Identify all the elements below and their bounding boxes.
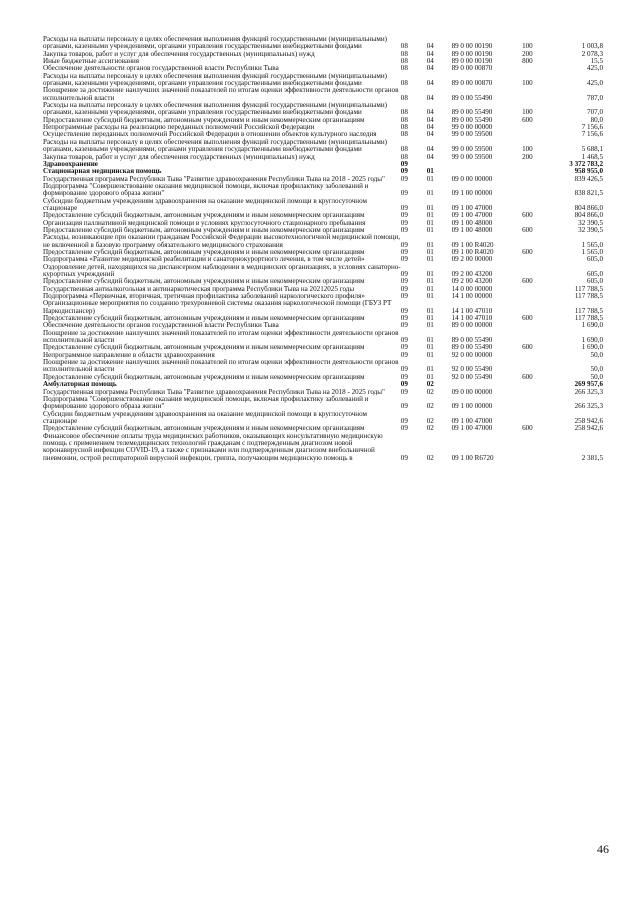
row-section-code: 09	[400, 292, 408, 301]
row-subsection-code: 04	[426, 130, 434, 139]
row-subsection-code: 02	[426, 402, 434, 411]
row-amount: 50,0	[590, 372, 603, 381]
row-target-article: 09 1 00 R4020	[451, 247, 494, 256]
row-amount: 117 788,5	[574, 292, 603, 301]
row-section-code: 08	[400, 115, 408, 124]
row-subsection-code: 01	[426, 365, 434, 374]
row-amount: 7 156,6	[581, 130, 603, 139]
row-amount: 15,5	[590, 57, 603, 66]
row-expense-type	[522, 359, 549, 374]
row-subsection-code: 01	[426, 336, 434, 345]
row-section-code: 09	[400, 203, 408, 212]
row-subsection-code: 01	[426, 189, 434, 198]
row-target-article: 09 0 00 00000	[451, 387, 493, 396]
row-amount: 425,0	[587, 79, 603, 88]
table-row	[43, 139, 603, 154]
row-subsection-code: 01	[426, 350, 434, 359]
row-expense-type: 600	[522, 115, 533, 124]
row-expense-type	[522, 161, 549, 168]
row-subsection-code: 01	[426, 225, 434, 234]
row-name: Предоставление субсидий бюджетным, автономным учреждениям и иным некоммерческим организациям	[43, 314, 365, 323]
row-target-article: 89 0 00 00190	[451, 42, 493, 51]
row-target-article: 14 1 00 47010	[451, 306, 493, 315]
row-section-code: 08	[400, 57, 408, 66]
row-section-code: 09	[400, 211, 408, 220]
row-target-article: 09 2 00 00000	[451, 255, 493, 264]
row-subsection-code: 01	[426, 255, 434, 264]
row-expense-type	[522, 183, 549, 198]
row-section-code: 08	[400, 64, 408, 73]
row-subsection-code: 02	[426, 416, 434, 425]
row-subsection-code: 01	[426, 284, 434, 293]
row-expense-type: 600	[522, 225, 533, 234]
row-target-article: 09 1 00 00000	[451, 402, 493, 411]
row-section-code: 08	[400, 93, 408, 102]
row-section-code: 09	[400, 284, 408, 293]
row-target-article: 89 0 00 00190	[451, 49, 493, 58]
row-target-article	[452, 161, 523, 168]
table-row	[43, 433, 603, 462]
row-subsection-code: 04	[426, 49, 434, 58]
row-expense-type	[522, 264, 549, 279]
row-subsection-code: 01	[426, 277, 434, 286]
row-name: Расходы на выплаты персоналу в целях обеспечения выполнения функций государственными (муниципальными) органами, казенными учреждениями, органами управления государственными внебюджетными фондами	[43, 137, 388, 154]
row-section-code: 09	[400, 365, 408, 374]
row-subsection-code: 04	[426, 145, 434, 154]
row-target-article: 92 0 00 55490	[451, 365, 493, 374]
row-amount: 958 955,0	[574, 167, 603, 176]
row-section-code: 08	[400, 123, 408, 132]
row-amount: 258 942,6	[574, 416, 603, 425]
row-name: Поощрение за достижение наилучших значений показателей по итогам оценки эффективности деятельности органов исполнительной власти	[43, 328, 399, 345]
row-expense-type	[522, 411, 549, 426]
row-amount: 50,0	[590, 365, 603, 374]
row-section-code: 09	[400, 402, 408, 411]
row-section-code: 09	[400, 159, 408, 168]
row-section-code: 09	[400, 380, 408, 389]
row-amount: 1 690,0	[581, 343, 603, 352]
row-expense-type: 200	[522, 152, 533, 161]
table-row	[43, 87, 603, 102]
row-target-article: 89 0 00 00870	[451, 64, 493, 73]
row-amount: 605,0	[587, 270, 603, 278]
budget-table-body	[43, 36, 603, 462]
row-section-code: 09	[400, 321, 408, 330]
row-target-article: 89 0 00 55490	[451, 343, 493, 352]
row-name: Предоставление субсидий бюджетным, автономным учреждениям и иным некоммерческим организациям	[43, 277, 365, 286]
row-target-article: 14 0 00 00000	[451, 284, 493, 293]
row-name: Субсидии бюджетным учреждениям здравоохранения на оказание медицинской помощи в круглосуточном стационаре	[43, 409, 367, 425]
row-expense-type: 100	[522, 42, 533, 51]
row-section-code: 09	[400, 240, 408, 249]
row-amount: 804 866,0	[574, 203, 603, 212]
row-name: Поощрение за достижение наилучших значений показателей по итогам оценки эффективности деятельности органов исполнительной власти	[43, 358, 399, 374]
row-subsection-code: 01	[426, 372, 434, 381]
row-amount: 80,0	[590, 115, 603, 124]
row-amount: 1 565,0	[581, 240, 603, 249]
table-row	[43, 300, 603, 315]
row-amount: 32 390,5	[578, 225, 603, 234]
row-expense-type: 600	[522, 424, 533, 433]
row-expense-type	[522, 389, 549, 396]
row-amount: 269 957,6	[574, 380, 603, 389]
row-amount: 1 690,0	[581, 321, 603, 330]
row-amount: 707,0	[587, 108, 603, 117]
row-name: Расходы, возникающие при оказании гражданам Российской Федерации высокотехнологичной медицинской помощи, не включенной в базовую программу обязательного медицинского страхования	[43, 233, 400, 249]
row-expense-type	[522, 256, 549, 263]
row-name: Предоставление субсидий бюджетным, автономным учреждениям и иным некоммерческим организациям	[43, 247, 365, 256]
row-name: Обеспечение деятельности органов государственной власти Республики Тыва	[43, 64, 279, 73]
row-expense-type: 800	[522, 57, 533, 66]
row-section-code: 09	[400, 336, 408, 345]
row-name: Осуществление переданных полномочий Российской Федерации в отношении объектов культурного наследия	[43, 130, 377, 139]
row-expense-type	[522, 330, 549, 345]
row-subsection-code: 01	[426, 306, 434, 315]
row-section-code: 09	[400, 255, 408, 264]
row-amount: 32 390,5	[578, 218, 603, 227]
table-row	[43, 102, 603, 117]
table-row	[43, 264, 603, 279]
row-target-article: 09 2 00 43200	[451, 270, 493, 278]
row-subsection-code: 01	[426, 247, 434, 256]
row-expense-type: 600	[522, 372, 533, 381]
row-subsection-code: 04	[426, 108, 434, 117]
row-section-code: 08	[400, 152, 408, 161]
row-section-code: 08	[400, 108, 408, 117]
row-name: Предоставление субсидий бюджетным, автономным учреждениям и иным некоммерческим организациям	[43, 424, 365, 433]
row-name: Предоставление субсидий бюджетным, автономным учреждениям и иным некоммерческим организациям	[43, 225, 365, 234]
row-expense-type: 600	[522, 247, 533, 256]
row-expense-type	[522, 322, 549, 329]
row-name: Субсидии бюджетным учреждениям здравоохранения на оказание медицинской помощи в круглосуточном стационаре	[43, 196, 367, 212]
row-subsection-code: 02	[426, 453, 434, 462]
row-name: Предоставление субсидий бюджетным, автономным учреждениям и иным некоммерческим организациям	[43, 115, 365, 124]
row-expense-type	[522, 131, 549, 138]
row-expense-type: 600	[522, 314, 533, 323]
row-expense-type	[522, 293, 549, 300]
row-target-article: 09 1 00 R6720	[451, 453, 494, 462]
row-name: Оздоровление детей, находящихся на диспансерном наблюдении в медицинских организациях, в условиях санаторно-курортных учреждений	[43, 262, 401, 278]
row-section-code: 08	[400, 79, 408, 88]
row-name: Подпрограмма "Совершенствование оказания медицинской помощи, включая профилактику заболеваний и формирование здорового образа жизни"	[43, 181, 369, 198]
row-expense-type	[522, 433, 549, 462]
row-name: Амбулаторная помощь	[43, 380, 117, 389]
row-subsection-code: 01	[426, 174, 434, 183]
row-amount: 838 821,5	[574, 189, 603, 198]
row-expense-type: 200	[522, 49, 533, 58]
row-name: Организационные мероприятия по созданию трехуровневой системы оказания наркологической помощи (ГБУЗ РТ Наркодиспансер)	[43, 299, 392, 315]
row-section-code: 09	[400, 277, 408, 286]
row-name: Государственная антиалкогольная и антинаркотическая программа Республики Тыва на 20212025 годы	[43, 284, 355, 293]
row-amount: 1 690,0	[581, 336, 603, 345]
row-amount: 117 788,5	[574, 284, 603, 293]
row-section-code: 08	[400, 49, 408, 58]
row-name: Подпрограмма «Развитие медицинской реабилитации и санаторнокурортного лечения, в том числе детей»	[43, 255, 365, 264]
row-target-article: 09 1 00 48000	[451, 218, 493, 227]
row-subsection-code: 01	[426, 270, 434, 278]
row-subsection-code: 02	[426, 387, 434, 396]
page-number: 46	[597, 842, 609, 856]
row-name: Предоставление субсидий бюджетным, автономным учреждениям и иным некоммерческим организациям	[43, 211, 365, 220]
row-name: Закупка товаров, работ и услуг для обеспечения государственных (муниципальных) нужд	[43, 49, 315, 58]
row-expense-type	[522, 87, 549, 102]
table-row	[43, 73, 603, 88]
table-row	[43, 183, 603, 198]
row-section-code: 09	[400, 167, 408, 176]
row-section-code: 09	[400, 218, 408, 227]
row-target-article: 09 1 00 R4020	[451, 240, 494, 249]
row-subsection-code: 02	[426, 380, 434, 389]
row-target-article: 09 1 00 00000	[451, 189, 493, 198]
row-expense-type	[522, 286, 549, 293]
row-target-article: 89 0 00 00000	[451, 321, 493, 330]
row-section-code: 09	[400, 350, 408, 359]
row-name: Стационарная медицинская помощь	[43, 167, 162, 176]
row-name: Обеспечение деятельности органов государственной власти Республики Тыва	[43, 321, 279, 330]
row-expense-type	[522, 198, 549, 213]
row-amount: 258 942,6	[574, 424, 603, 433]
row-amount: 839 426,5	[574, 174, 603, 183]
row-subsection-code: 04	[426, 57, 434, 66]
row-amount: 2 078,3	[581, 49, 603, 58]
row-target-article: 14 1 00 00000	[451, 292, 493, 301]
row-amount: 1 565,0	[581, 247, 603, 256]
row-section-code: 09	[400, 343, 408, 352]
row-subsection-code: 04	[426, 64, 434, 73]
row-amount: 266 325,3	[574, 402, 603, 411]
table-row	[43, 198, 603, 213]
row-expense-type	[522, 124, 549, 131]
row-target-article: 09 1 00 47000	[451, 203, 493, 212]
row-section-code: 09	[400, 387, 408, 396]
row-subsection-code: 01	[426, 240, 434, 249]
row-expense-type: 100	[522, 145, 533, 154]
row-expense-type	[522, 168, 549, 175]
row-name: Расходы на выплаты персоналу в целях обеспечения выполнения функций государственными (муниципальными) органами, казенными учреждениями, органами управления государственными внебюджетными фондами	[43, 101, 388, 117]
row-section-code: 09	[400, 270, 408, 278]
row-expense-type: 600	[522, 343, 533, 352]
row-expense-type	[522, 176, 549, 183]
row-subsection-code: 04	[426, 79, 434, 88]
row-name: Здравоохранение	[43, 159, 98, 168]
row-section-code: 09	[400, 424, 408, 433]
row-target-article: 89 0 00 55490	[451, 336, 493, 345]
row-section-code: 09	[400, 453, 408, 462]
row-name: Поощрение за достижение наилучших значений показателей по итогам оценки эффективности деятельности органов исполнительной власти	[43, 86, 399, 102]
row-name: Организация паллиативной медицинской помощи в условиях круглосуточного стационарного пребывания	[43, 218, 366, 227]
row-target-article: 09 1 00 47000	[451, 416, 493, 425]
row-section-code: 09	[400, 174, 408, 183]
row-name: Непрограммное направление в области здравоохранения	[43, 350, 215, 359]
row-name: Государственная программа Республики Тыва "Развитие здравоохранения Республики Тыва на 2018 - 2025 годы"	[43, 387, 385, 396]
row-expense-type: 600	[522, 211, 533, 220]
row-expense-type: 100	[522, 79, 533, 88]
row-amount: 117 788,5	[574, 306, 603, 315]
row-name: Иные бюджетные ассигнования	[43, 57, 140, 66]
row-subsection-code: 01	[426, 203, 434, 212]
table-row	[43, 330, 603, 345]
row-expense-type	[522, 381, 549, 388]
table-row	[43, 234, 603, 249]
row-subsection-code: 01	[426, 314, 434, 323]
row-subsection-code: 01	[426, 167, 434, 176]
row-subsection-code: 04	[426, 93, 434, 102]
row-section-code: 09	[400, 247, 408, 256]
row-expense-type	[522, 396, 549, 411]
row-target-article: 89 0 00 55490	[451, 115, 493, 124]
table-row	[43, 411, 603, 426]
row-target-article: 89 0 00 00190	[451, 57, 493, 66]
row-target-article: 14 1 00 47010	[451, 314, 493, 323]
row-amount: 1 468,5	[581, 152, 603, 161]
row-expense-type: 600	[522, 277, 533, 286]
row-subsection-code: 04	[426, 123, 434, 132]
row-expense-type	[522, 234, 549, 249]
row-section-code: 09	[400, 306, 408, 315]
row-target-article: 99 0 00 59500	[451, 145, 493, 154]
row-target-article: 99 0 00 59500	[451, 152, 493, 161]
row-subsection-code: 01	[426, 211, 434, 220]
row-amount: 425,0	[587, 64, 603, 73]
row-name: Предоставление субсидий бюджетным, автономным учреждениям и иным некоммерческим организациям	[43, 372, 365, 381]
row-amount: 5 688,1	[581, 145, 603, 154]
row-target-article: 92 0 00 00000	[451, 350, 493, 359]
row-target-article: 09 0 00 00000	[451, 174, 493, 183]
row-target-article: 09 1 00 48000	[451, 225, 493, 234]
row-target-article: 09 1 00 47000	[451, 211, 493, 220]
row-amount: 605,0	[587, 277, 603, 286]
row-amount: 117 788,5	[574, 314, 603, 323]
row-amount: 605,0	[587, 255, 603, 264]
row-target-article: 89 0 00 55490	[451, 93, 493, 102]
table-row	[43, 359, 603, 374]
row-target-article: 99 0 00 00000	[451, 123, 493, 132]
row-subsection-code: 04	[426, 42, 434, 51]
row-expense-type	[522, 65, 549, 72]
row-section-code: 08	[400, 145, 408, 154]
row-subsection-code: 04	[426, 152, 434, 161]
row-expense-type	[522, 352, 549, 359]
row-name: Финансовое обеспечение оплаты труда медицинских работников, оказывающих консультативную медицинскую помощь с применением телемедицинских технологий гражданам с подтвержденным диагнозом новой коронавирусной инфекции COVID-19, а также с признаками или подтвержденным диагнозом внебольничной пневмонии, острой респираторной вирусной инфекции, гриппа, получающим медицинскую помощь в	[43, 431, 383, 462]
row-section-code: 08	[400, 130, 408, 139]
row-amount: 3 372 783,2	[569, 159, 603, 168]
row-expense-type: 100	[522, 108, 533, 117]
row-section-code: 09	[400, 314, 408, 323]
row-subsection-code: 02	[426, 424, 434, 433]
row-amount: 50,0	[590, 350, 603, 359]
row-target-article: 99 0 00 59500	[451, 130, 493, 139]
row-target-article: 89 0 00 55490	[451, 108, 493, 117]
row-subsection-code: 04	[426, 115, 434, 124]
row-subsection-code: 01	[426, 292, 434, 301]
row-section-code: 09	[400, 416, 408, 425]
row-expense-type	[522, 300, 549, 315]
row-amount: 804 866,0	[574, 211, 603, 220]
row-name: Непрограммные расходы на реализацию переданных полномочий Российской Федерации	[43, 123, 315, 132]
row-section-code: 09	[400, 225, 408, 234]
row-target-article: 89 0 00 00870	[451, 79, 493, 88]
row-name: Подпрограмма "Совершенствование оказания медицинской помощи, включая профилактику заболеваний и формирование здорового образа жизни"	[43, 394, 369, 411]
row-target-article: 09 2 00 43200	[451, 277, 493, 286]
row-subsection-code: 01	[426, 218, 434, 227]
row-amount: 2 381,5	[581, 453, 603, 462]
row-amount: 787,0	[587, 93, 603, 102]
table-row	[43, 396, 603, 411]
row-amount: 7 156,6	[581, 123, 603, 132]
row-section-code: 09	[400, 372, 408, 381]
row-subsection-code: 01	[426, 321, 434, 330]
row-subsection-code: 01	[426, 343, 434, 352]
table-row	[43, 374, 603, 381]
row-section-code: 08	[400, 42, 408, 51]
row-section-code: 09	[400, 189, 408, 198]
table-row	[43, 154, 603, 161]
row-name: Закупка товаров, работ и услуг для обеспечения государственных (муниципальных) нужд	[43, 152, 315, 161]
row-target-article: 09 1 00 47000	[451, 424, 493, 433]
row-name: Расходы на выплаты персоналу в целях обеспечения выполнения функций государственными (муниципальными) органами, казенными учреждениями, органами управления государственными внебюджетными фондами	[43, 71, 388, 88]
budget-table	[43, 36, 603, 462]
row-name: Государственная программа Республики Тыва "Развитие здравоохранения Республики Тыва на 2018 - 2025 годы"	[43, 174, 385, 183]
row-amount: 266 325,3	[574, 387, 603, 396]
row-name: Расходы на выплаты персоналу в целях обеспечения выполнения функций государственными (муниципальными) органами, казенными учреждениями, органами управления государственными внебюджетными фондами	[43, 35, 388, 51]
row-name: Предоставление субсидий бюджетным, автономным учреждениям и иным некоммерческим организациям	[43, 343, 365, 352]
row-name: Подпрограмма «Первичная, вторичная, третичная профилактика заболеваний наркологического профиля»	[43, 292, 365, 301]
row-amount: 1 003,8	[581, 42, 603, 51]
table-row	[43, 36, 603, 51]
row-target-article: 92 0 00 55490	[451, 372, 493, 381]
